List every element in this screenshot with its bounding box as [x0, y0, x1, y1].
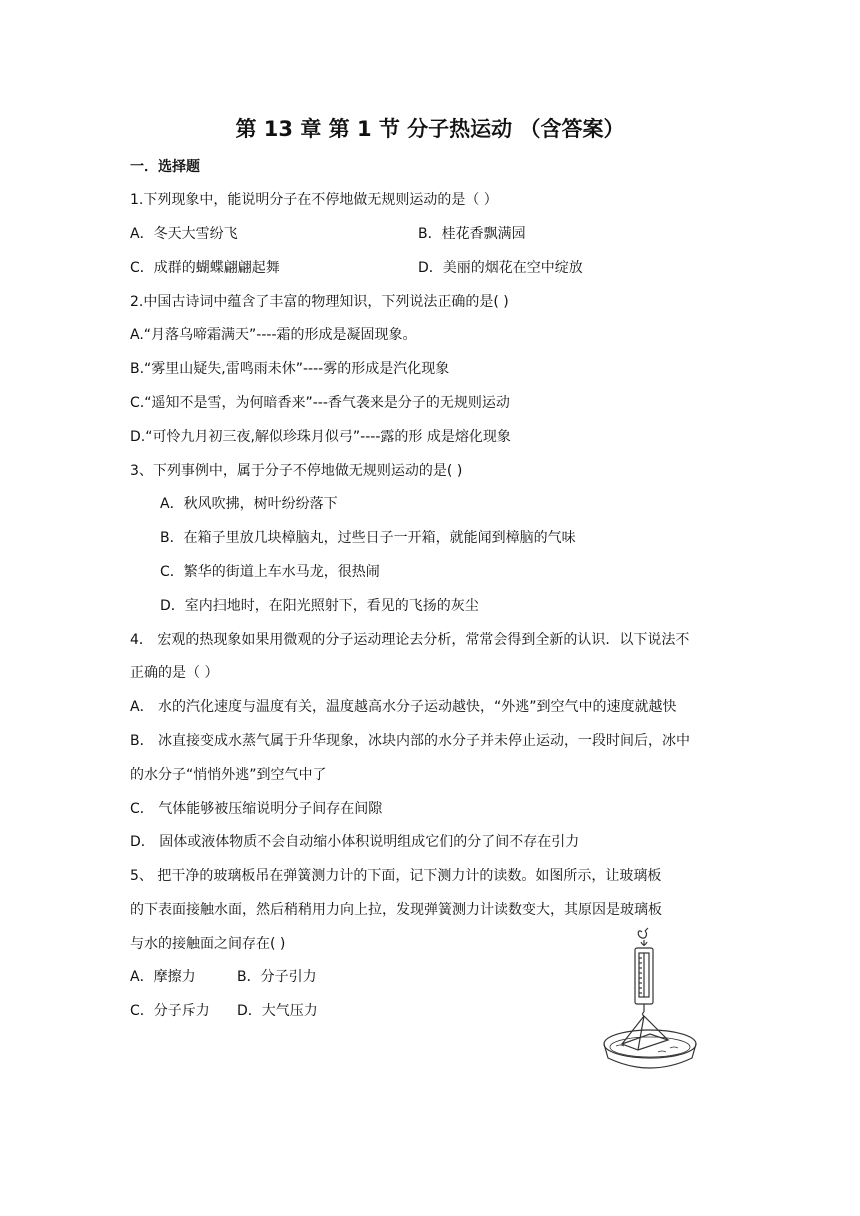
question-3-option-b: B．在箱子里放几块樟脑丸，过些日子一开箱，就能闻到樟脑的气味 [160, 530, 576, 546]
question-4-option-c: C． 气体能够被压缩说明分子间存在间隙 [130, 801, 383, 817]
document-title: 第 13 章 第 1 节 分子热运动 （含答案） [235, 117, 625, 141]
question-3-option-d: D．室内扫地时，在阳光照射下，看见的飞扬的灰尘 [160, 598, 479, 614]
question-2-stem: 2.中国古诗词中蕴含了丰富的物理知识，下列说法正确的是( ) [130, 294, 509, 310]
section-heading: 一．选择题 [130, 159, 200, 175]
question-5-stem-line-1: 5、 把干净的玻璃板吊在弹簧测力计的下面，记下测力计的读数。如图所示，让玻璃板 [130, 868, 662, 884]
question-2-option-a: A.“月落乌啼霜满天”----霜的形成是凝固现象。 [130, 327, 417, 343]
question-5-option-c: C．分子斥力 [130, 1003, 210, 1019]
question-5-option-a: A．摩擦力 [130, 969, 196, 985]
question-2-option-c: C.“遥知不是雪，为何暗香来”---香气袭来是分子的无规则运动 [130, 395, 510, 411]
question-1-option-d: D．美丽的烟花在空中绽放 [418, 260, 583, 276]
question-2-option-b: B.“雾里山疑失,雷鸣雨未休”----雾的形成是汽化现象 [130, 361, 450, 377]
question-4-stem-line-2: 正确的是（ ） [130, 665, 219, 681]
question-1-option-b: B．桂花香飘满园 [418, 226, 526, 242]
question-3-option-c: C．繁华的街道上车水马龙，很热闹 [160, 564, 380, 580]
question-4-option-b-line-2: 的水分子“悄悄外逃”到空气中了 [130, 767, 327, 783]
question-3-option-a: A．秋风吹拂，树叶纷纷落下 [160, 496, 338, 512]
question-1-option-a: A．冬天大雪纷飞 [130, 226, 238, 242]
question-2-option-d: D.“可怜九月初三夜,解似珍珠月似弓”----露的形 成是熔化现象 [130, 429, 511, 445]
question-1-stem: 1.下列现象中，能说明分子在不停地做无规则运动的是（ ） [130, 192, 498, 208]
spring-scale-glass-plate-water-dish-icon [598, 926, 710, 1076]
question-1-option-c: C．成群的蝴蝶翩翩起舞 [130, 260, 280, 276]
question-4-option-a: A． 水的汽化速度与温度有关，温度越高水分子运动越快，“外逃”到空气中的速度就越快 [130, 699, 677, 715]
question-4-option-b-line-1: B． 冰直接变成水蒸气属于升华现象，冰块内部的水分子并未停止运动，一段时间后，冰中 [130, 733, 691, 749]
question-3-stem: 3、下列事例中，属于分子不停地做无规则运动的是( ) [130, 463, 463, 479]
question-5-option-d: D．大气压力 [237, 1003, 318, 1019]
question-4-option-d: D． 固体或液体物质不会自动缩小体积说明组成它们的分了间不存在引力 [130, 834, 580, 850]
question-5-stem-line-2: 的下表面接触水面，然后稍稍用力向上拉，发现弹簧测力计读数变大，其原因是玻璃板 [130, 902, 662, 918]
question-5-stem-line-3: 与水的接触面之间存在( ) [130, 936, 286, 952]
question-5-option-b: B．分子引力 [237, 969, 317, 985]
question-4-stem-line-1: 4． 宏观的热现象如果用微观的分子运动理论去分析，常常会得到全新的认识．以下说法不 [130, 632, 690, 648]
